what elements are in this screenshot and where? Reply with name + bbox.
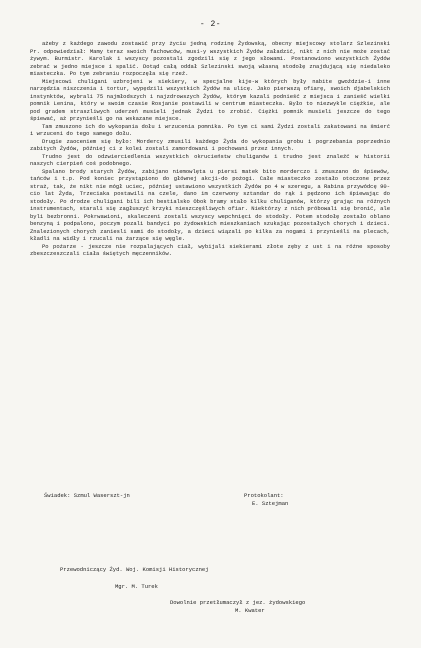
paragraph: Po pożarze - jeszcze nie rozpalających ciał, wybijali siekierami złote zęby z ust i na różne sposoby zbeszczeszczali ciała świętych męczenników. xyxy=(30,242,390,257)
protocol-signature xyxy=(244,492,288,507)
witness-name: Szmul Waserszt-jn xyxy=(73,492,130,499)
chairman-title: Przewodniczący Żyd. Woj. Komisji Historycznej xyxy=(60,566,209,573)
closing-block xyxy=(60,566,390,614)
paragraph: Miejscowi chuligani uzbrojeni w siekiery, w specjalne kije-w których były nabite gwoździe-i inne narzędzia niszczenia i tortur, wypędzili wszystkich Żydów na ulicę. Jako pierwszą ofiarę, swoich djabelskich instynktów, wybrali 75 najmłodszych i najzdrowszych Żydów, którym kazali podnieść z miejsca i zanieść wielki pomnik Lenina, który w swoim czasie Rosjanie postawili w centrum miasteczka. Było to niezwykle ciężkie, ale pod gradem straszliwych uderzeń musieli jednak Żydzi to zrobić. Ciężki pomnik musieli jeszcze do tego śpiewać, aż przynieśli go na wskazane miejsce. xyxy=(30,77,390,122)
translation-note: Dowolnie przetłumaczył z jez. żydowskiego xyxy=(170,599,306,606)
paragraph: Drugie zaoceniem się było: Mordercy zmusili każdego Żyda do wykopania grobu i pogrzebania poprzednio zabitych Żydów, później ci z kolei zostali zamordowani i pochowani przez innych. xyxy=(30,137,390,152)
chairman-name: Mgr. M. Turek xyxy=(115,582,158,590)
translator-name: M. Kwater xyxy=(235,606,265,614)
paragraph: Trudno jest do odzwierciedlenia wszystkich okrucieństw chuliganów i trudno jest znaleźć w historii naszych cierpień coś podobnego. xyxy=(30,152,390,167)
protocol-name: E. Sztejman xyxy=(252,499,289,507)
testimony-body xyxy=(30,40,390,258)
witness-label: Świadek: xyxy=(44,492,71,499)
witness-signature xyxy=(44,492,130,500)
paragraph: Spalano brody starych Żydów, zabijano niemowlęta u piersi matek bito morderczo i zmuszano do śpiewów, tańców i t.p. Pod koniec przystąpiono do głównej akcji-do pożogi. Całe miasteczko zostało otoczone przez straż, tak, że nikt nie mógł uciec, później ustawiono wszystkich Żydów po 4 w szeregu, a Rabina przywódcę 90-cio lat Żyda, Trzeciaka postawili na czele, dano im czerwony sztandar do rąk i pędzono ich śpiewając do stodoły. Po drodze chuligani bili ich bestialsko Obok bramy stało kilku chuliganów, którzy grając na różnych instrumentach, starali się zagłuszyć krzyki nieszczęśliwych ofiar. Niektórzy z nich próbowali się bronić, ale byli bezbronni. Pokrwawioni, skaleczeni zostali wszyscy wepchnięci do stodoły. Potem stodołę zostało oblano benzyną i podpalono, poczym pozali bandyci po żydowskich mieszkaniach szukając pozostałych chorych i dzieci. Znalezionych chorych zaniesli sami do stodoły, a dzieci wiązali po kilka za nogami i przynieśli na plecach, kładli na widły i rzucali na żarzące się węgle. xyxy=(30,167,390,242)
paragraph: Tam zmuszono ich do wykopania dołu i wrzucenia pomnika. Po tym ci sami Żydzi zostali zakatowani na śmierć i wrzuceni do tego samego dołu. xyxy=(30,122,390,137)
paragraph: ażeby z każdego zawodu zostawić przy życiu jedną rodzinę Żydowską, obecny miejscowy stolarz Szlezinski Pr. odpowiedział: Mamy teraz swoich fachowców, musi-y wszystkich Żydów załadzić, nikt z nich nie może zostać żywym. Burmistr. Karolak i wszyscy pozostali zgodzili się z jego słowami. Postanowiono wszystkich Żydów zebrać w jedno miejsce i spalić. Dotąd całą oddał Szlezinski swoją własną stodołę znajdującą się niedaleko miasteczka. Po tym zebraniu rozpoczęła się rzeź. xyxy=(30,40,390,77)
page-number: - 2- xyxy=(199,20,222,29)
protocol-label: Protokolant: xyxy=(244,492,284,499)
